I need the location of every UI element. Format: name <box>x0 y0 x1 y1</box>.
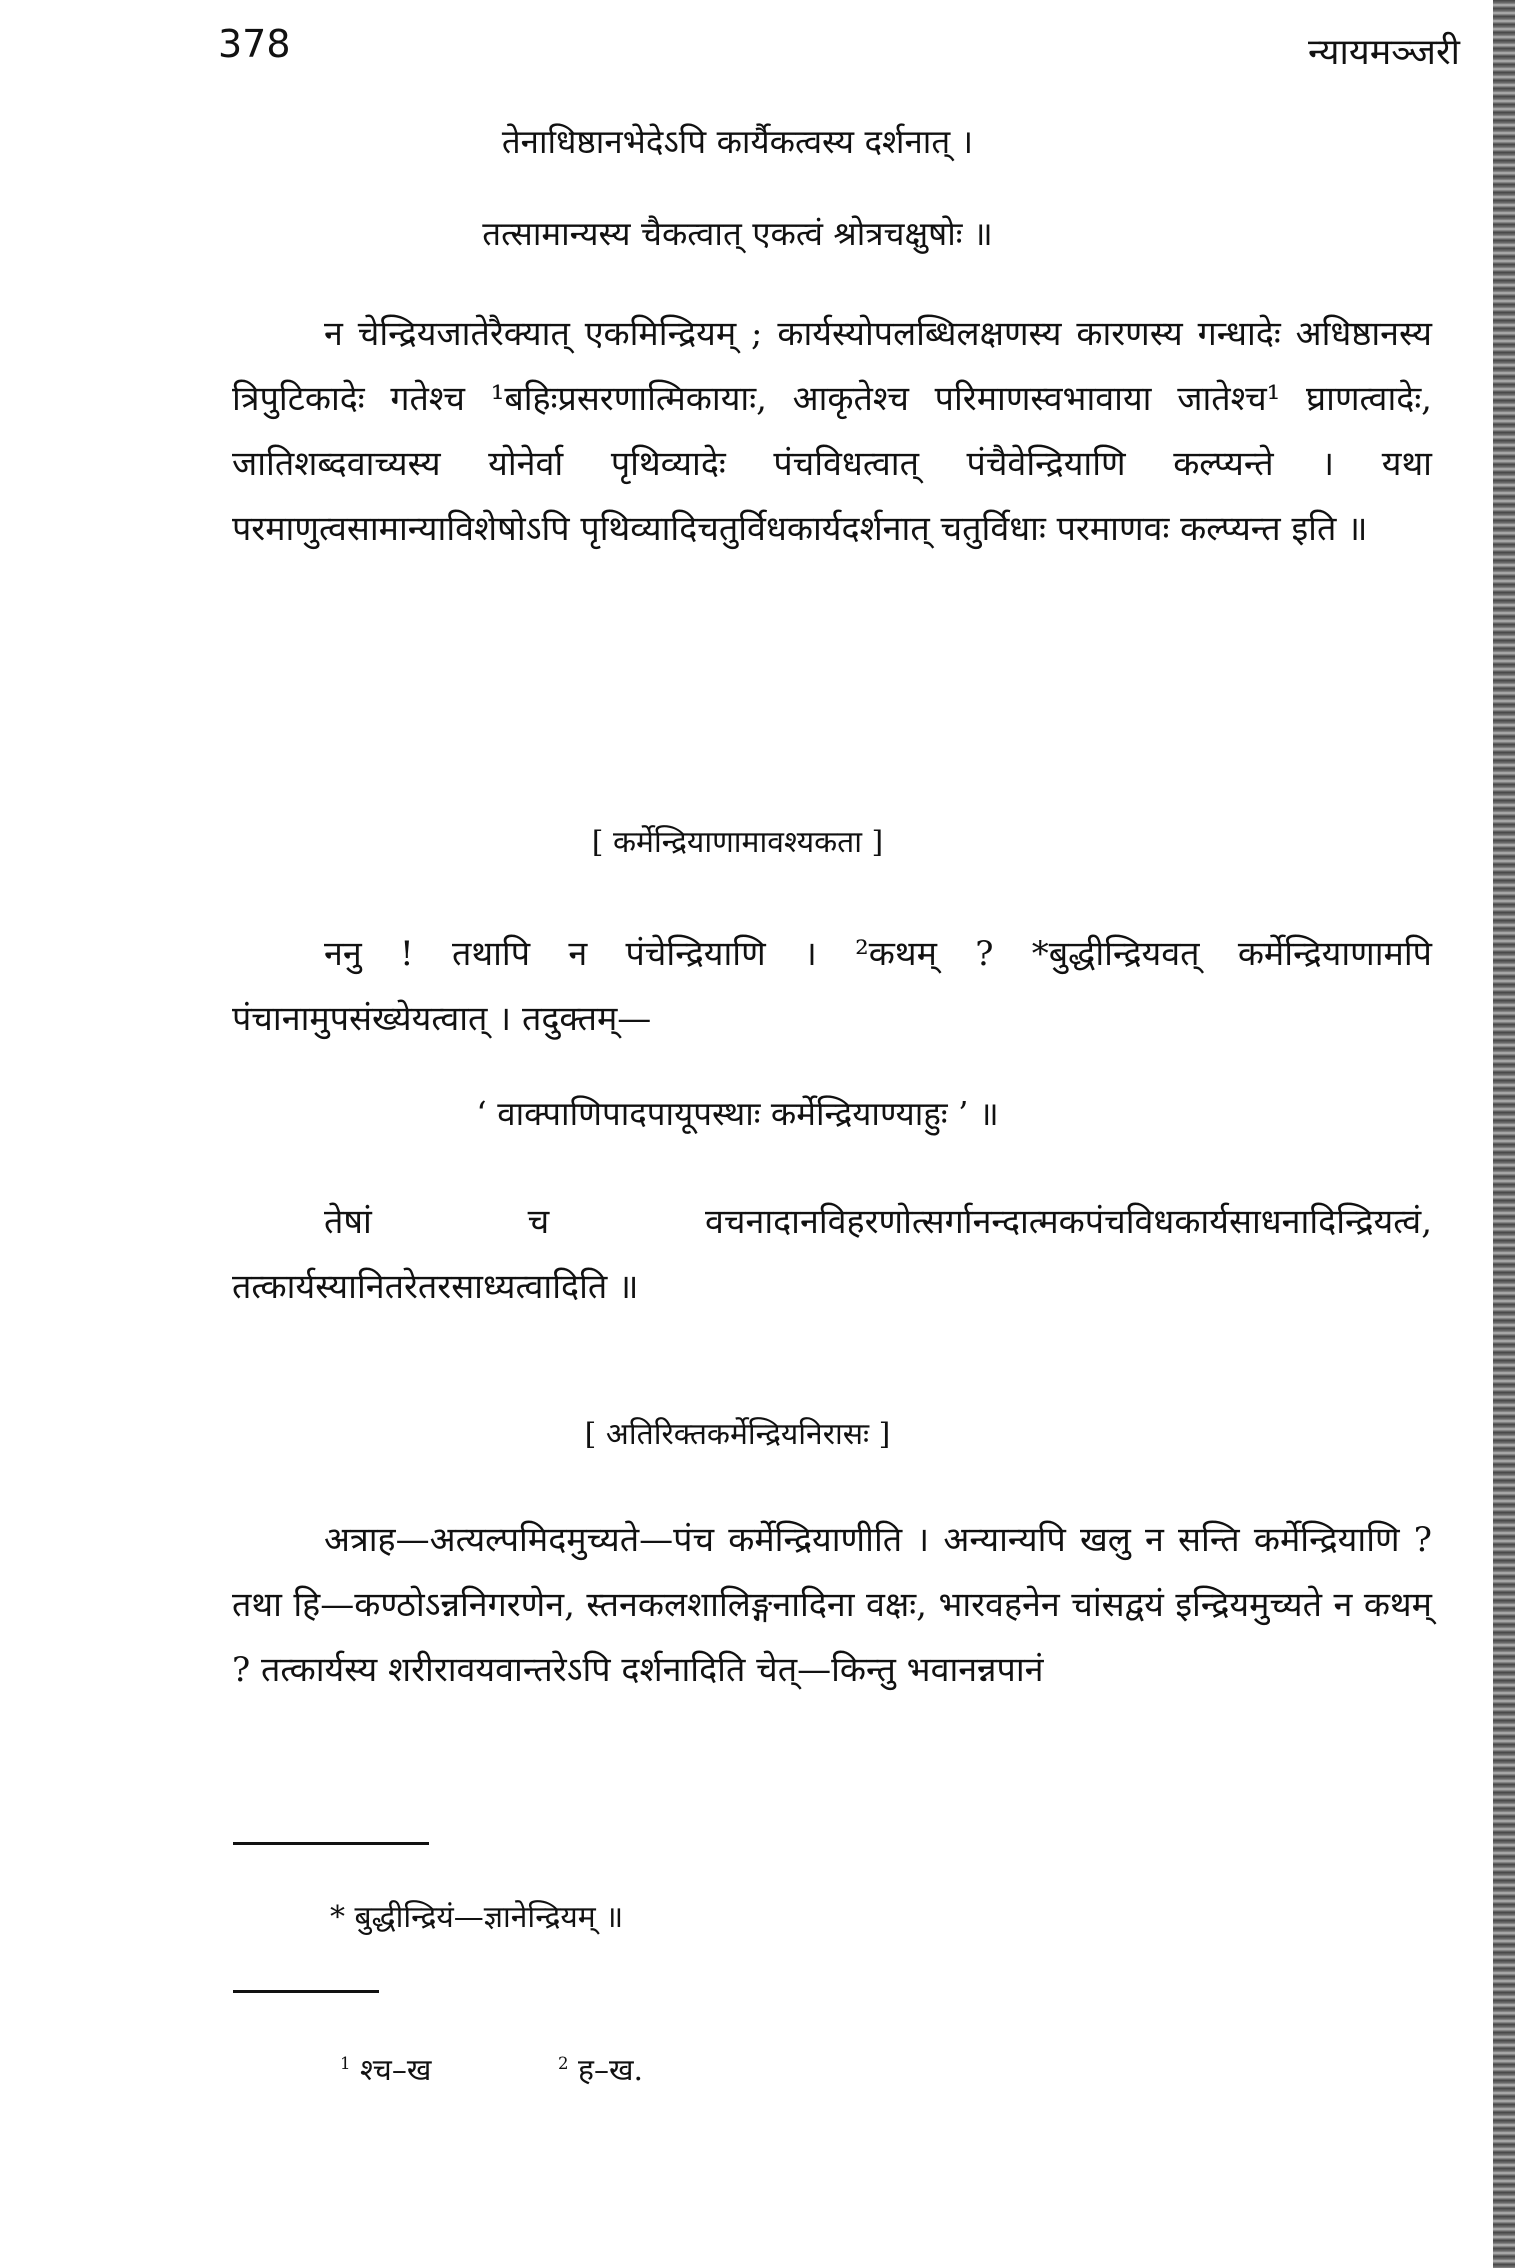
quote-line: ‘ वाक्पाणिपादपायूपस्थाः कर्मेन्द्रियाण्याहुः ’ ॥ <box>476 1094 999 1133</box>
footnote-1-text: श्च–ख <box>360 2053 432 2088</box>
paragraph-3: तेषां च वचनादानविहरणोत्सर्गानन्दात्मकपंचविधकार्यसाधनादिन्द्रियत्वं, तत्कार्यस्यानितरेतरसाध्यत्वादिति ॥ <box>232 1202 1432 1307</box>
footnote-1-marker: 1 <box>340 2054 351 2073</box>
footnote-2 <box>558 2048 643 2089</box>
paragraph-4: अत्राह—अत्यल्पमिदमुच्यते—पंच कर्मेन्द्रियाणीति । अन्यान्यपि खलु न सन्ति कर्मेन्द्रियाणि ? तथा हि—कण्ठोऽन्ननिगरणेन, स्तनकलशालिङ्गनादिना वक्षः, भारवहनेन चांसद्वयं इन्द्रियमुच्यते न कथम् ? तत्कार्यस्य शरीरावयवान्तरेऽपि दर्शनादिति चेत्—किन्तु भवानन्नपानं <box>232 1520 1432 1690</box>
verse-line-1: तेनाधिष्ठानभेदेऽपि कार्यैकत्वस्य दर्शनात् । <box>501 122 974 161</box>
footnote-star: * बुद्धीन्द्रियं—ज्ञानेन्द्रियम् ॥ <box>330 1900 624 1935</box>
running-title: न्यायमञ्जरी <box>1308 32 1460 73</box>
section-heading-1: [ कर्मेन्द्रियाणामावश्यकता ] <box>591 825 884 860</box>
verse-line-2: तत्सामान्यस्य चैकत्वात् एकत्वं श्रोत्रचक्षुषोः ॥ <box>482 214 993 253</box>
footnote-1 <box>340 2048 431 2089</box>
paragraph-1: न चेन्द्रियजातेरैक्यात् एकमिन्द्रियम् ; कार्यस्योपलब्धिलक्षणस्य कारणस्य गन्धादेः अधिष्ठानस्य त्रिपुटिकादेः गतेश्च ¹बहिःप्रसरणात्मिकायाः, आकृतेश्च परिमाणस्वभावाया जातेश्च¹ घ्राणत्वादेः, जातिशब्दवाच्यस्य योनेर्वा पृथिव्यादेः पंचविधत्वात् पंचैवेन्द्रियाणि कल्प्यन्ते । यथा परमाणुत्वसामान्याविशेषोऽपि पृथिव्यादिचतुर्विधकार्यदर्शनात् चतुर्विधाः परमाणवः कल्प्यन्त इति ॥ <box>232 314 1432 549</box>
footnote-2-text: ह–ख. <box>578 2053 644 2088</box>
footnote-2-marker: 2 <box>558 2054 569 2073</box>
footnote-rule-1 <box>233 1842 429 1845</box>
page-edge <box>1493 0 1515 2268</box>
footnote-rule-2 <box>233 1990 379 1993</box>
page-number: 378 <box>218 22 291 66</box>
paragraph-2: ननु ! तथापि न पंचेन्द्रियाणि । ²कथम् ? *बुद्धीन्द्रियवत् कर्मेन्द्रियाणामपि पंचानामुपसंख्येयत्वात् । तदुक्तम्— <box>232 934 1432 1039</box>
section-heading-2: [ अतिरिक्तकर्मेन्द्रियनिरासः ] <box>584 1417 891 1452</box>
